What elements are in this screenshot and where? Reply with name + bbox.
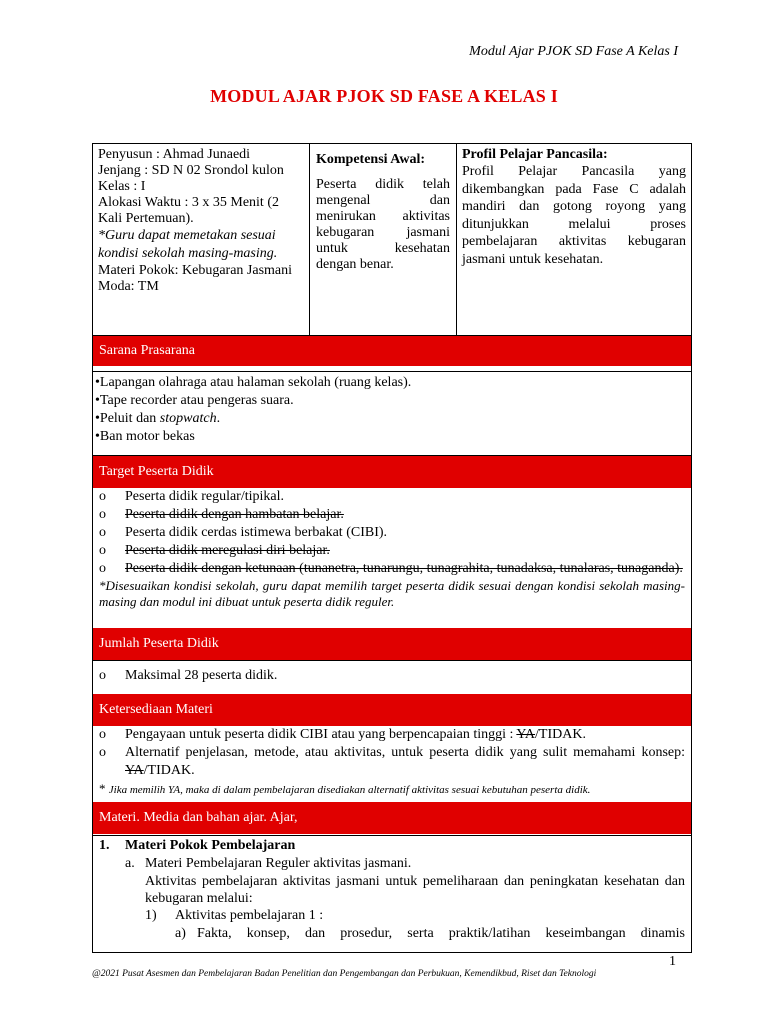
materi-content <box>93 835 691 953</box>
footer-copyright: @2021 Pusat Asesmen dan Pembelajaran Badan Penelitian dan Pengembangan dan Perbukuan, Kemendikbud, Riset dan Teknologi <box>92 969 597 979</box>
jumlah-list <box>93 660 691 694</box>
ketersediaan-heading: Ketersediaan Materi <box>93 694 691 726</box>
identity-note: *Guru dapat memetakan sesuai kondisi sekolah masing-masing. <box>98 228 278 261</box>
page-number: 1 <box>669 954 676 969</box>
identity-row <box>93 144 691 335</box>
list-item: •Peluit dan stopwatch. <box>95 411 221 426</box>
list-item: o Peserta didik cerdas istimewa berbakat (CIBI). <box>99 525 388 540</box>
ketersediaan-list <box>93 726 691 800</box>
materi-paragraph: Aktivitas pembelajaran aktivitas jasmani untuk pemeliharaan dan peningkatan kesehatan dan kebugaran melalui: <box>145 874 685 906</box>
materi-heading: Materi. Media dan bahan ajar. Ajar, <box>93 802 691 834</box>
moda: Moda: TM <box>98 279 159 294</box>
materi-item-1x: 1) Aktivitas pembelajaran 1 : <box>145 908 324 923</box>
kelas: Kelas : I <box>98 179 146 194</box>
materi-pokok: Materi Pokok: Kebugaran Jasmani <box>98 263 293 278</box>
jenjang: Jenjang : SD N 02 Srondol kulon <box>98 163 284 178</box>
ketersediaan-note: * Jika memilih YA, maka di dalam pembelajaran disediakan alternatif aktivitas sesuai kebutuhan peserta didik. <box>99 781 591 796</box>
running-header: Modul Ajar PJOK SD Fase A Kelas I <box>469 44 678 59</box>
profil-heading: Profil Pelajar Pancasila: <box>462 147 608 162</box>
profil-cell <box>457 144 691 335</box>
materi-item-1: 1. Materi Pokok Pembelajaran <box>99 838 296 853</box>
list-item: o Pengayaan untuk peserta didik CIBI atau yang berpencapaian tinggi : YA/TIDAK. <box>99 727 586 742</box>
jumlah-heading: Jumlah Peserta Didik <box>93 628 691 660</box>
list-item: •Ban motor bekas <box>95 429 195 444</box>
penyusun: Penyusun : Ahmad Junaedi <box>98 147 251 162</box>
list-item: o Peserta didik regular/tipikal. <box>99 489 285 504</box>
list-item: o Peserta didik meregulasi diri belajar. <box>99 543 330 558</box>
sarana-list <box>93 371 691 455</box>
list-item: •Lapangan olahraga atau halaman sekolah (ruang kelas). <box>95 375 412 390</box>
list-item: •Tape recorder atau pengeras suara. <box>95 393 294 408</box>
target-note: *Disesuaikan kondisi sekolah, guru dapat memilih target peserta didik sesuai dengan kondisi sekolah masing-masing dan modul ini dibuat untuk peserta didik reguler. <box>99 578 685 609</box>
sarana-heading: Sarana Prasarana <box>93 335 691 366</box>
list-item: o Maksimal 28 peserta didik. <box>99 668 278 683</box>
profil-text: Profil Pelajar Pancasila yang dikembangkan pada Fase C adalah mandiri dan gotong royong yang ditunjukkan melalui proses pembelajaran aktivitas kebugaran jasmani untuk kesehatan. <box>462 164 686 267</box>
list-item: o Alternatif penjelasan, metode, atau aktivitas, untuk peserta didik yang sulit memahami konsep: YA/TIDAK. <box>99 745 685 778</box>
kompetensi-heading: Kompetensi Awal: <box>316 152 426 167</box>
kompetensi-text: Peserta didik telah mengenal dan menirukan aktivitas kebugaran jasmani untuk kesehatan dengan benar. <box>316 177 450 272</box>
alokasi-waktu: Alokasi Waktu : 3 x 35 Menit (2 Kali Pertemuan). <box>98 195 279 226</box>
list-item: o Peserta didik dengan hambatan belajar. <box>99 507 344 522</box>
target-heading: Target Peserta Didik <box>93 455 691 488</box>
materi-item-a: a. Materi Pembelajaran Reguler aktivitas jasmani. <box>125 856 412 871</box>
document-title: MODUL AJAR PJOK SD FASE A KELAS I <box>210 86 558 106</box>
kompetensi-cell <box>310 144 457 335</box>
materi-item-ax: a) Fakta, konsep, dan prosedur, serta praktik/latihan keseimbangan dinamis <box>175 926 685 941</box>
list-item: o Peserta didik dengan ketunaan (tunanetra, tunarungu, tunagrahita, tunadaksa, tunalaras, tunaganda). <box>99 561 683 576</box>
identity-cell <box>93 144 310 335</box>
module-table <box>92 143 692 953</box>
target-list <box>93 488 691 626</box>
